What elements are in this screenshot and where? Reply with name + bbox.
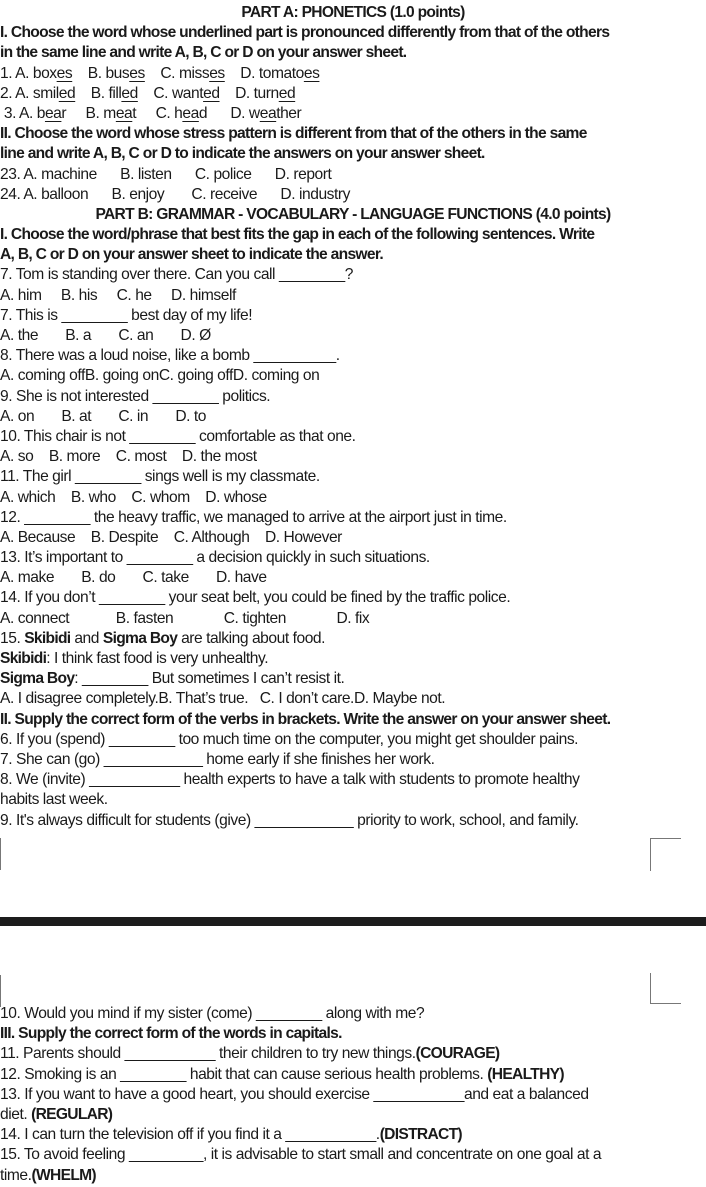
text-line [0, 23, 706, 43]
text-segment: 6. If you (spend) ________ too much time on the computer, you might get shoulder pains. [0, 730, 579, 748]
text-segment: 13. If you want to have a good heart, you should exercise ___________and eat a balanced [0, 1085, 589, 1103]
text-segment: t C. h [132, 104, 183, 122]
text-segment: 10. Would you mind if my sister (come) ________ along with me? [0, 1005, 425, 1022]
text-line [0, 306, 706, 326]
page-corner-mark [0, 975, 1, 1007]
text-line [0, 84, 706, 104]
text-segment: A. on B. at C. in D. to [0, 407, 207, 425]
text-segment: 24. A. balloon B. enjoy C. receive D. industry [0, 185, 350, 203]
text-line [0, 165, 706, 185]
text-segment: B. fill [75, 84, 122, 102]
text-segment: 7. Tom is standing over there. Can you call ________? [0, 266, 353, 284]
text-line [0, 568, 706, 588]
bold-text: I. Choose the word/phrase that best fits the gap in each of the following sentences. Write [0, 226, 595, 244]
bold-text: (DISTRACT) [379, 1126, 462, 1144]
text-segment: time. [0, 1166, 32, 1184]
text-segment: 8. There was a loud noise, like a bomb __________. [0, 347, 340, 365]
text-line [0, 3, 706, 23]
text-line [0, 1024, 706, 1044]
bold-text: (COURAGE) [415, 1045, 500, 1063]
text-line [0, 790, 706, 810]
text-segment: 15. [0, 629, 25, 647]
underlined-part: ea [182, 104, 199, 122]
underlined-part: es [209, 64, 225, 82]
text-line [0, 1065, 706, 1085]
text-segment: 13. It’s important to ________ a decision quickly in such situations. [0, 549, 430, 567]
text-line [0, 225, 706, 245]
text-line [0, 1085, 706, 1105]
text-line [0, 1145, 706, 1165]
bold-text: Skibidi [0, 650, 47, 667]
bold-text: PART A: PHONETICS (1.0 points) [241, 4, 465, 21]
bold-text: (REGULAR) [31, 1105, 113, 1123]
text-segment: and [70, 629, 103, 647]
text-line [0, 730, 706, 750]
text-line [0, 104, 706, 124]
underlined-part: es [56, 64, 73, 82]
text-segment: A. make B. do C. take D. have [0, 569, 267, 587]
text-segment: r B. m [61, 104, 116, 122]
text-segment: A. coming offB. going onC. going offD. coming on [0, 367, 320, 385]
text-segment: 11. Parents should ___________ their children to try new things. [0, 1045, 416, 1063]
text-line [0, 64, 706, 84]
text-segment: ther [276, 104, 302, 122]
text-segment: 11. The girl ________ sings well is my classmate. [0, 468, 320, 486]
text-line [0, 689, 706, 709]
bold-text: (WHELM) [31, 1166, 96, 1184]
text-line [0, 548, 706, 568]
text-segment: 3. A. b [0, 104, 45, 122]
text-line [0, 669, 706, 689]
text-line [0, 1044, 706, 1064]
text-segment: A. him B. his C. he D. himself [0, 286, 236, 304]
text-segment: 12. ________ the heavy traffic, we managed to arrive at the airport just in time. [0, 508, 507, 526]
text-line [0, 1166, 706, 1186]
underlined-part: ed [203, 84, 220, 102]
page-separator [0, 917, 706, 926]
text-line [0, 366, 706, 386]
underlined-part: ed [121, 84, 138, 102]
text-line [0, 508, 706, 528]
text-segment: are talking about food. [177, 629, 326, 647]
text-line [0, 467, 706, 487]
text-line [0, 447, 706, 467]
text-segment: 9. She is not interested ________ politics. [0, 387, 271, 405]
bold-text: III. Supply the correct form of the words in capitals. [0, 1025, 342, 1043]
underlined-part: ed [278, 84, 296, 102]
bold-text: in the same line and write A, B, C or D on your answer sheet. [0, 44, 407, 62]
text-line [0, 427, 706, 447]
bold-text: line and write A, B, C or D to indicate the answers on your answer sheet. [0, 145, 485, 163]
page-corner-mark [650, 838, 681, 871]
text-line [0, 265, 706, 285]
text-segment: D. turn [219, 84, 279, 102]
text-line [0, 588, 706, 608]
text-segment: : ________ But sometimes I can’t resist it. [74, 670, 345, 688]
text-segment: 2. A. smil [0, 84, 59, 102]
underlined-part: ea [259, 104, 277, 122]
text-segment: 12. Smoking is an ________ habit that can cause serious health problems. [0, 1065, 488, 1083]
text-segment: B. bus [72, 64, 130, 82]
text-line [0, 1105, 706, 1125]
text-line [0, 387, 706, 407]
text-segment: 10. This chair is not ________ comfortable as that one. [0, 427, 356, 445]
text-segment: 7. She can (go) ____________ home early if she finishes her work. [0, 750, 435, 768]
text-segment: A. so B. more C. most D. the most [0, 448, 257, 466]
underlined-part: ed [58, 84, 76, 102]
text-segment: habits last week. [0, 791, 108, 809]
text-line [0, 326, 706, 346]
text-segment: 8. We (invite) ___________ health experts to have a talk with students to promote healthy [0, 771, 580, 789]
text-line [0, 407, 706, 427]
page-corner-mark [650, 973, 681, 1004]
page-corner-mark [0, 838, 1, 870]
text-segment: : I think fast food is very unhealthy. [46, 650, 269, 667]
text-segment: 14. I can turn the television off if you find it a ___________. [0, 1126, 380, 1144]
text-line [0, 124, 706, 144]
text-segment: A. which B. who C. whom D. whose [0, 488, 267, 506]
text-segment: C. want [137, 84, 204, 102]
text-segment: d D. w [198, 104, 260, 122]
underlined-part: ea [44, 104, 62, 122]
text-line [0, 286, 706, 306]
text-line [0, 245, 706, 265]
text-line [0, 205, 706, 225]
text-segment: A. connect B. fasten C. tighten D. fix [0, 609, 370, 627]
text-segment: 23. A. machine B. listen C. police D. report [0, 165, 332, 183]
text-segment: 14. If you don’t ________ your seat belt, you could be fined by the traffic police. [0, 589, 511, 607]
bold-text: (HEALTHY) [487, 1065, 564, 1083]
text-segment: 1. A. box [0, 64, 57, 82]
text-segment: A. I disagree completely.B. That’s true. C. I don’t care.D. Maybe not. [0, 690, 446, 708]
underlined-part: es [129, 64, 145, 82]
bold-text: II. Supply the correct form of the verbs in brackets. Write the answer on your answer sheet. [0, 710, 611, 728]
page-1-content [0, 3, 706, 831]
text-line [0, 710, 706, 730]
bold-text: Sigma Boy [0, 670, 75, 688]
text-segment: 9. It's always difficult for students (give) ____________ priority to work, school, and family. [0, 811, 579, 829]
text-line [0, 629, 706, 649]
text-segment: D. tomato [224, 64, 304, 82]
page-2-content [0, 1004, 706, 1186]
bold-text: Sigma Boy [102, 629, 178, 647]
text-line [0, 488, 706, 508]
bold-text: PART B: GRAMMAR - VOCABULARY - LANGUAGE FUNCTIONS (4.0 points) [95, 205, 611, 223]
text-line [0, 1125, 706, 1145]
text-line [0, 811, 706, 831]
bold-text: A, B, C or D on your answer sheet to indicate the answer. [0, 246, 383, 264]
underlined-part: ea [115, 104, 133, 122]
underlined-part: es [303, 64, 320, 82]
text-line [0, 649, 706, 669]
text-segment: A. Because B. Despite C. Although D. However [0, 528, 342, 546]
text-line [0, 770, 706, 790]
bold-text: Skibidi [24, 629, 71, 647]
text-line [0, 185, 706, 205]
text-segment: A. the B. a C. an D. Ø [0, 327, 211, 344]
text-segment: 15. To avoid feeling _________, it is advisable to start small and concentrate on one goal at a [0, 1146, 602, 1164]
text-line [0, 750, 706, 770]
text-line [0, 144, 706, 164]
text-line [0, 346, 706, 366]
text-line [0, 528, 706, 548]
text-segment: diet. [0, 1105, 32, 1123]
text-segment: 7. This is ________ best day of my life! [0, 306, 253, 324]
text-segment: C. miss [144, 64, 210, 82]
text-line [0, 609, 706, 629]
bold-text: II. Choose the word whose stress pattern is different from that of the others in the same [0, 125, 587, 143]
text-line [0, 43, 706, 63]
bold-text: I. Choose the word whose underlined part is pronounced differently from that of the others [0, 24, 610, 42]
text-line [0, 1004, 706, 1024]
